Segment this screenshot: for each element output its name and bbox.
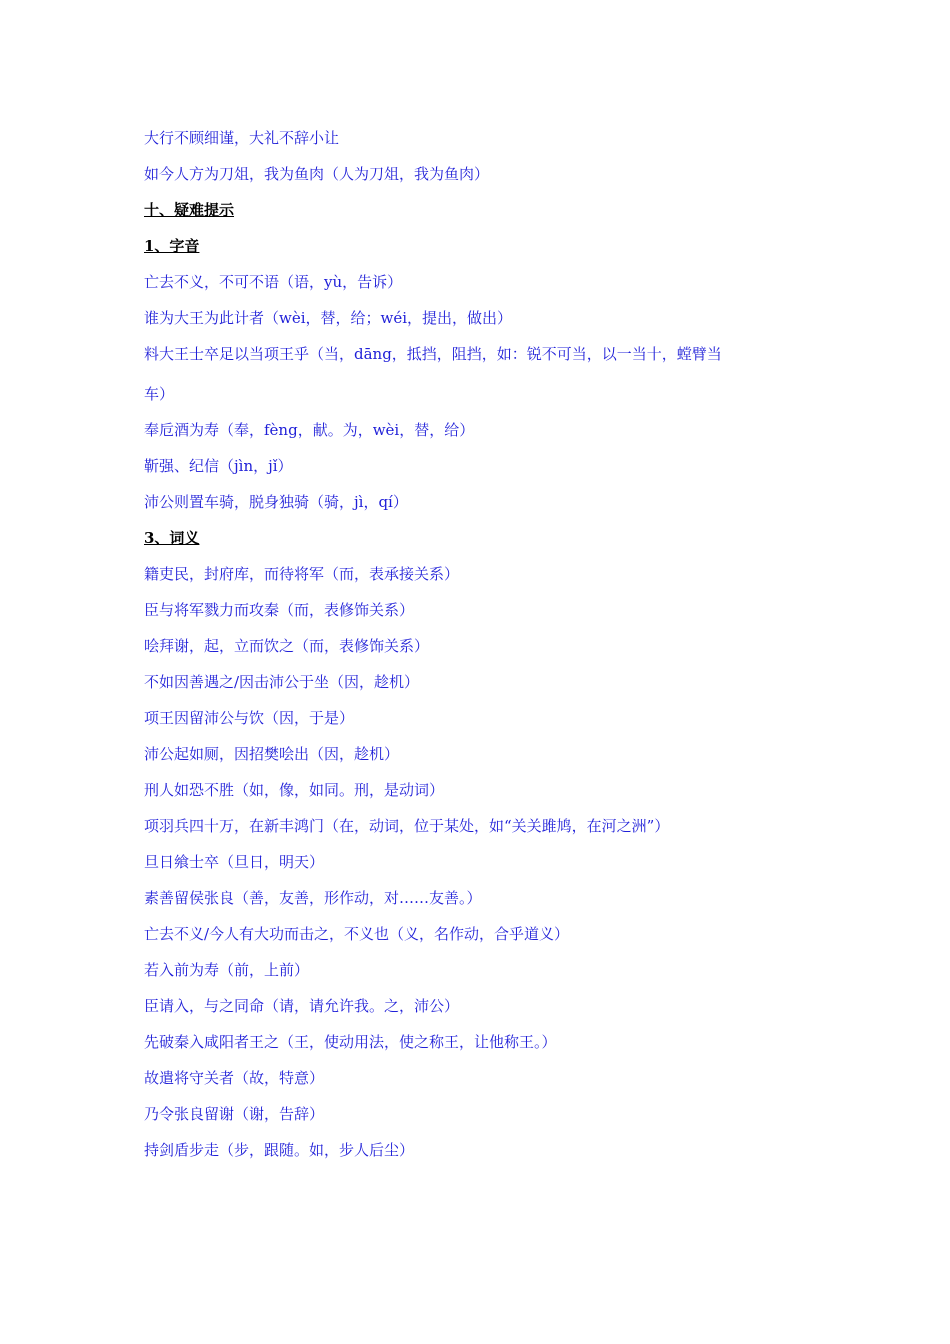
text-line: 故遣将守关者（故，特意） bbox=[144, 1069, 325, 1087]
text-line: 项羽兵四十万，在新丰鸿门（在，动词，位于某处，如“关关雎鸠，在河之洲”） bbox=[144, 817, 670, 835]
text-line: 亡去不义/今人有大功而击之，不义也（义，名作动，合乎道义） bbox=[144, 925, 570, 943]
text-line: 籍吏民，封府库，而待将军（而，表承接关系） bbox=[144, 565, 460, 583]
text-line: 奉卮酒为寿（奉，fèng，献。为，wèi，替，给） bbox=[144, 421, 475, 439]
text-line: 先破秦入咸阳者王之（王，使动用法，使之称王，让他称王。） bbox=[144, 1033, 557, 1051]
text-line: 臣请入，与之同命（请，请允许我。之，沛公） bbox=[144, 997, 460, 1015]
text-line: 若入前为寿（前，上前） bbox=[144, 961, 310, 979]
document-page bbox=[144, 124, 804, 1172]
text-line: 哙拜谢，起，立而饮之（而，表修饰关系） bbox=[144, 637, 430, 655]
text-line: 大行不顾细谨，大礼不辞小让 bbox=[144, 129, 340, 147]
text-line: 亡去不义，不可不语（语，yù，告诉） bbox=[144, 273, 403, 291]
text-line: 如今人方为刀俎，我为鱼肉（人为刀俎，我为鱼肉） bbox=[144, 165, 490, 183]
text-line: 持剑盾步走（步，跟随。如，步人后尘） bbox=[144, 1141, 415, 1159]
text-line: 料大王士卒足以当项王乎（当，dāng，抵挡，阻挡，如：锐不可当，以一当十，螳臂当 bbox=[144, 345, 722, 363]
text-line: 刑人如恐不胜（如，像，如同。刑，是动词） bbox=[144, 781, 445, 799]
text-line: 沛公则置车骑，脱身独骑（骑，jì，qí） bbox=[144, 493, 408, 511]
text-line: 臣与将军戮力而攻秦（而，表修饰关系） bbox=[144, 601, 415, 619]
text-line: 沛公起如厕，因招樊哙出（因，趁机） bbox=[144, 745, 400, 763]
text-line: 旦日飨士卒（旦日，明天） bbox=[144, 853, 325, 871]
text-line: 素善留侯张良（善，友善，形作动，对……友善。） bbox=[144, 889, 482, 907]
text-line: 乃令张良留谢（谢，告辞） bbox=[144, 1105, 325, 1123]
subsection-heading-meaning: 3、词义 bbox=[144, 529, 200, 547]
subsection-heading-pronunciation: 1、字音 bbox=[144, 237, 200, 255]
text-line: 车） bbox=[144, 385, 175, 403]
text-line: 谁为大王为此计者（wèi，替，给；wéi，提出，做出） bbox=[144, 309, 513, 327]
text-line: 不如因善遇之/因击沛公于坐（因，趁机） bbox=[144, 673, 420, 691]
section-heading: 十、疑难提示 bbox=[144, 201, 235, 219]
text-line: 靳强、纪信（jìn，jǐ） bbox=[144, 457, 293, 475]
text-line: 项王因留沛公与饮（因，于是） bbox=[144, 709, 355, 727]
